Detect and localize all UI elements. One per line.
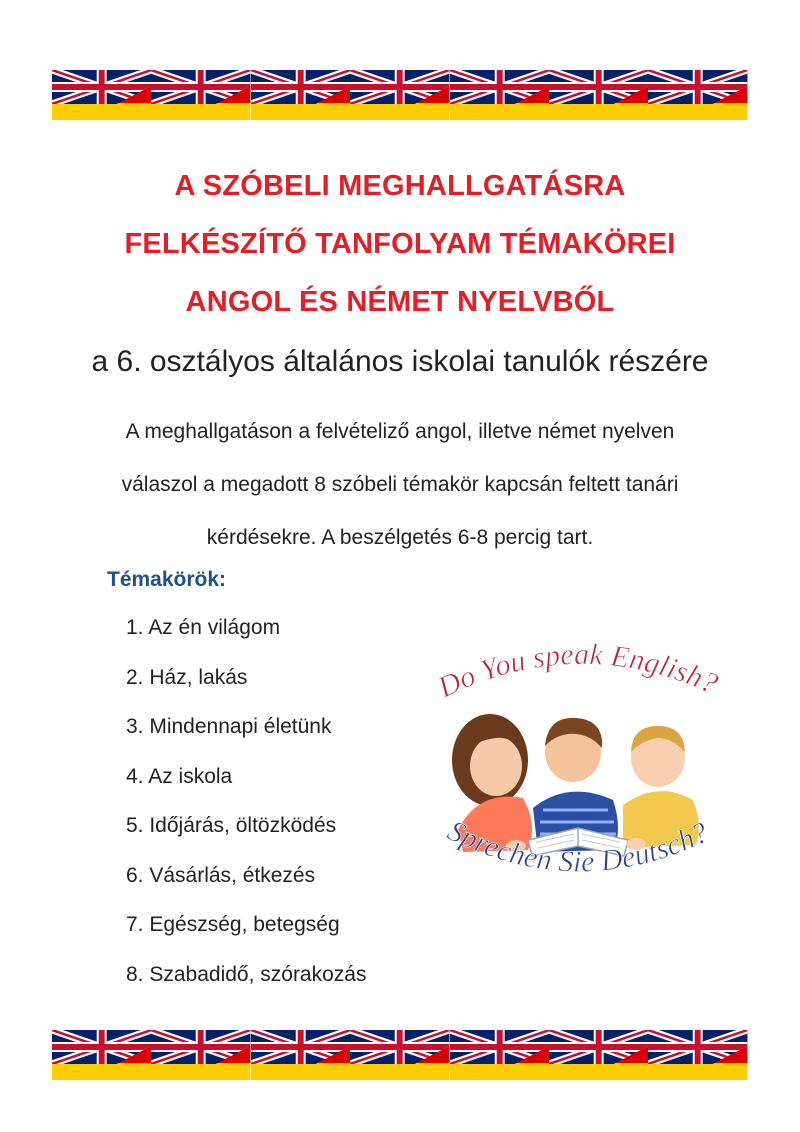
flag-tile [450, 1030, 549, 1080]
subtitle: a 6. osztályos általános iskolai tanulók részére [91, 345, 709, 378]
topic-item: 8. Szabadidő, szórakozás [126, 962, 367, 986]
children-reading-illustration [418, 640, 738, 905]
title-line-1: A SZÓBELI MEGHALLGATÁSRA [174, 170, 626, 202]
flag-tile [549, 70, 648, 120]
flag-tile [52, 1030, 151, 1080]
illustration-graphic [418, 640, 738, 900]
flag-tile [350, 70, 449, 120]
intro-line-1: A meghallgatáson a felvételiző angol, illetve német nyelven [125, 420, 675, 443]
title-line-3: ANGOL ÉS NÉMET NYELVBŐL [185, 286, 615, 318]
flag-tile [251, 1030, 350, 1080]
topic-item: 2. Ház, lakás [126, 665, 248, 689]
flag-banner-top [52, 70, 748, 120]
topics-heading: Témakörök: [107, 568, 227, 591]
flag-tile [251, 70, 350, 120]
intro-line-2: válaszol a megadott 8 szóbeli témakör kapcsán feltett tanári [121, 473, 679, 496]
flag-tile [52, 70, 151, 120]
topic-item: 1. Az én világom [126, 616, 281, 639]
topic-item: 7. Egészség, betegség [126, 913, 340, 936]
german-caption: Sprechen Sie Deutsch? [442, 813, 714, 879]
flag-tile [549, 1030, 648, 1080]
intro-line-3: kérdésekre. A beszélgetés 6-8 percig tart. [206, 526, 594, 549]
intro-paragraph [40, 405, 760, 564]
title-line-2: FELKÉSZÍTŐ TANFOLYAM TÉMAKÖREI [124, 228, 676, 260]
flag-tile [450, 70, 549, 120]
topic-item: 5. Időjárás, öltözködés [126, 814, 337, 837]
flag-tile [350, 1030, 449, 1080]
flag-tile [648, 70, 747, 120]
topic-list [126, 616, 366, 1012]
english-caption: Do You speak English? [432, 640, 723, 705]
topic-item: 6. Vásárlás, étkezés [126, 863, 316, 887]
flag-tile [151, 70, 250, 120]
flag-tile [648, 1030, 747, 1080]
topic-item: 4. Az iskola [126, 764, 233, 788]
flag-tile [151, 1030, 250, 1080]
topic-item: 3. Mindennapi életünk [126, 715, 332, 738]
flag-banner-bottom [52, 1030, 748, 1080]
